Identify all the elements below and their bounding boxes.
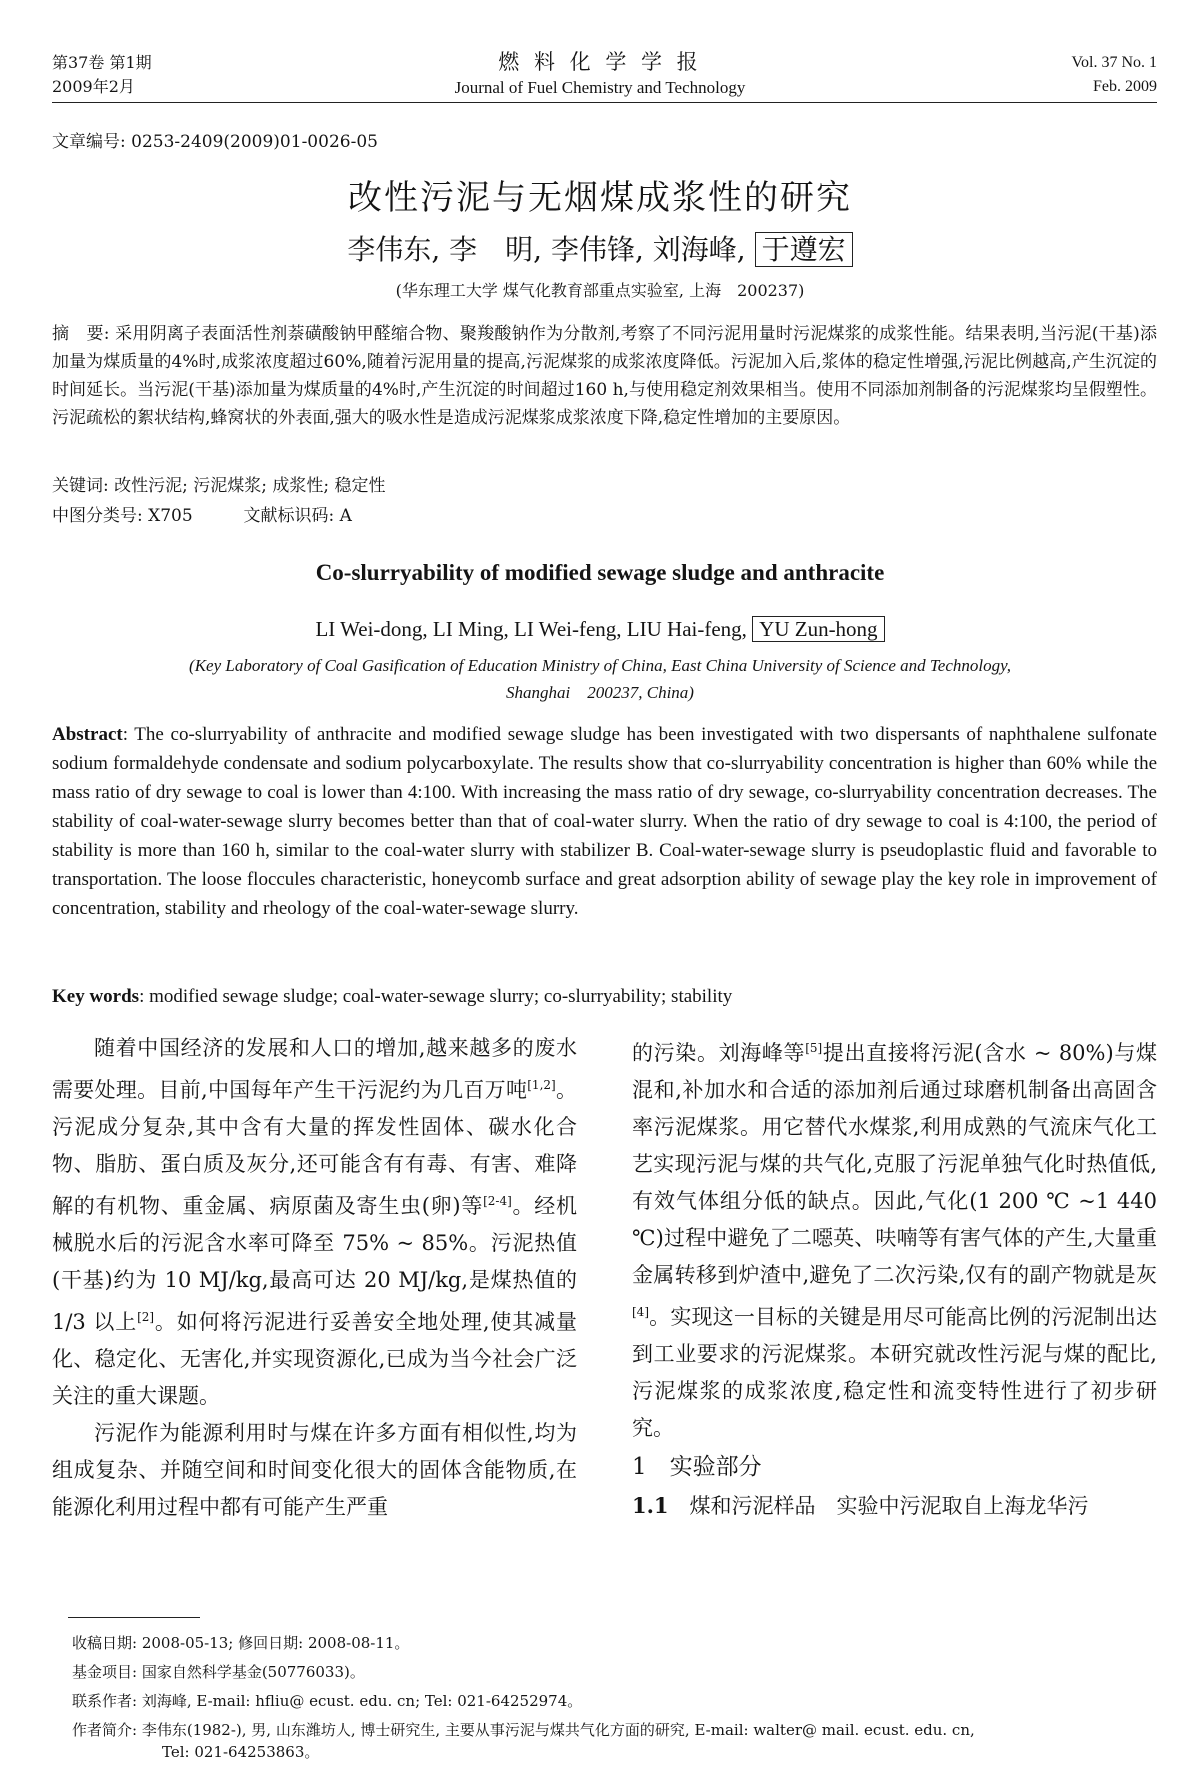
abstract-cn-text: 采用阴离子表面活性剂萘磺酸钠甲醛缩合物、聚羧酸钠作为分散剂,考察了不同污泥用量时污泥煤浆的成浆性能。结果表明,当污泥(干基)添加量为煤质量的4%时,成浆浓度超过60%,随着污泥用量的提高,污泥煤浆的成浆浓度降低。污泥加入后,浆体的稳定性增强,污泥比例越高,产生沉淀的时间延长。当污泥(干基)添加量为煤质量的4%时,产生沉淀的时间超过160 h,与使用稳定剂效果相当。使用不同添加剂制备的污泥煤浆均呈假塑性。污泥疏松的絮状结构,蜂窝状的外表面,强大的吸水性是造成污泥煤浆成浆浓度下降,稳定性增加的主要原因。 <box>52 324 1158 428</box>
body-text: 。如何将污泥进行妥善安全地处理,使其减量化、稳定化、无害化,并实现资源化,已成为当今社会广泛关注的重大课题。 <box>52 1310 577 1408</box>
citation: [4] <box>632 1305 649 1319</box>
abstract-cn-label: 摘 要: <box>52 324 110 344</box>
body-text: 。经机械脱水后的污泥含水率可降至 75% ~ 85%。污泥热值(干基)约为 10 MJ/kg,最高可达 20 MJ/kg,是煤热值的 1/3 以上 <box>52 1194 578 1334</box>
body-paragraph <box>52 1415 577 1526</box>
body-text: 。实现这一目标的关键是用尽可能高比例的污泥制出达到工业要求的污泥煤浆。本研究就改性污泥与煤的配比,污泥煤浆的成浆浓度,稳定性和流变特性进行了初步研究。 <box>632 1305 1157 1440</box>
header-date-cn: 2009年2月 <box>52 77 135 96</box>
body-right-column <box>632 1030 1157 1525</box>
authors-en-corresponding: YU Zun-hong <box>752 616 884 642</box>
header-journal-en: Journal of Fuel Chemistry and Technology <box>454 78 746 97</box>
header-date-en: Feb. 2009 <box>1093 78 1157 95</box>
subsection-number: 1.1 <box>632 1493 669 1518</box>
body-left-column <box>52 1030 577 1526</box>
subsection-1-1 <box>632 1487 1157 1525</box>
citation: [1,2] <box>527 1078 556 1092</box>
footnote-fund: 基金项目: 国家自然科学基金(50776033)。 <box>72 1663 365 1681</box>
abstract-cn <box>52 320 1157 432</box>
keywords-en-label: Key words <box>52 986 140 1007</box>
body-text: 污泥作为能源利用时与煤在许多方面有相似性,均为组成复杂、并随空间和时间变化很大的固体含能物质,在能源化利用过程中都有可能产生严重 <box>52 1421 577 1519</box>
keywords-cn: 关键词: 改性污泥; 污泥煤浆; 成浆性; 稳定性 <box>52 476 386 496</box>
footnote-author-tel: Tel: 021-64253863。 <box>162 1743 320 1761</box>
subsection-text: 煤和污泥样品 实验中污泥取自上海龙华污 <box>668 1494 1089 1518</box>
body-paragraph <box>52 1030 577 1415</box>
keywords-en <box>52 982 1157 1011</box>
affiliation-cn: (华东理工大学 煤气化教育部重点实验室, 上海 200237) <box>395 281 805 300</box>
abstract-en-label: Abstract <box>52 724 123 745</box>
header-volume-cn: 第37卷 第1期 <box>52 53 152 72</box>
body-text: 的污染。刘海峰等 <box>632 1041 806 1065</box>
body-text: 提出直接将污泥(含水 ~ 80%)与煤混和,补加水和合适的添加剂后通过球磨机制备出高固含率污泥煤浆。用它替代水煤浆,利用成熟的气流床气化工艺实现污泥与煤的共气化,克服了污泥单独气化时热值低,有效气体组分低的缺点。因此,气化(1 200 ℃ ~1 440 ℃)过程中避免了二噁英、呋喃等有害气体的产生,大量重金属转移到炉渣中,避免了二次污染,仅有的副产物就是灰 <box>632 1041 1157 1287</box>
authors-en <box>0 617 1200 642</box>
title-en: Co-slurryability of modified sewage sludge and anthracite <box>315 560 885 585</box>
header-volume-en: Vol. 37 No. 1 <box>1071 54 1157 71</box>
footnote-rule <box>68 1617 200 1618</box>
clc-number: 中图分类号: X705 <box>52 506 193 526</box>
authors-cn-names: 李伟东, 李 明, 李伟锋, 刘海峰, <box>347 233 746 266</box>
citation: [2] <box>137 1310 155 1324</box>
authors-en-names: LI Wei-dong, LI Ming, LI Wei-feng, LIU Hai-feng, <box>315 617 747 641</box>
body-paragraph <box>632 1030 1157 1447</box>
document-code: 文献标识码: A <box>243 506 352 526</box>
body-text: 。污泥成分复杂,其中含有大量的挥发性固体、碳水化合物、脂肪、蛋白质及灰分,还可能含有有毒、有害、难降解的有机物、重金属、病原菌及寄生虫(卵)等 <box>52 1078 577 1218</box>
footnote-author-bio: 作者简介: 李伟东(1982-), 男, 山东潍坊人, 博士研究生, 主要从事污泥与煤共气化方面的研究, E-mail: walter@ mail. ecust. edu. cn, <box>72 1721 975 1739</box>
affiliation-en-line1: (Key Laboratory of Coal Gasification of Education Ministry of China, East China University of Science and Technology, <box>189 656 1011 675</box>
keywords-en-text: : modified sewage sludge; coal-water-sewage slurry; co-slurryability; stability <box>139 986 733 1007</box>
abstract-en <box>52 720 1157 923</box>
footnote-contact: 联系作者: 刘海峰, E-mail: hfliu@ ecust. edu. cn; Tel: 021-64252974。 <box>72 1692 583 1710</box>
affiliation-en <box>0 652 1200 706</box>
citation: [5] <box>805 1041 823 1055</box>
classification-cn <box>52 502 1157 530</box>
article-number: 文章编号: 0253-2409(2009)01-0026-05 <box>52 132 378 152</box>
affiliation-en-line2: Shanghai 200237, China) <box>506 683 694 702</box>
body-text: 随着中国经济的发展和人口的增加,越来越多的废水需要处理。目前,中国每年产生干污泥约为几百万吨 <box>52 1036 577 1102</box>
footnote-received: 收稿日期: 2008-05-13; 修回日期: 2008-08-11。 <box>72 1634 410 1652</box>
title-cn: 改性污泥与无烟煤成浆性的研究 <box>348 178 852 218</box>
authors-cn-corresponding: 于遵宏 <box>755 232 853 267</box>
abstract-en-text: : The co-slurryability of anthracite and modified sewage sludge has been investigated with two dispersants of naphthalene sulfonate sodium formaldehyde condensate and sodium polycarboxylate. The results show that co-slurryability concentration is higher than 60% while the mass ratio of dry sewage to coal is lower than 4:100. With increasing the mass ratio of dry sewage, co-slurryability concentration decreases. The stability of coal-water-sewage slurry becomes better than that of coal-water slurry. When the ratio of dry sewage to coal is 4:100, the period of stability is more than 160 h, similar to the coal-water slurry with stabilizer B. Coal-water-sewage slurry is pseudoplastic fluid and favorable to transportation. The loose floccules characteristic, honeycomb surface and great adsorption ability of sewage play the key role in improvement of concentration, stability and rheology of the coal-water-sewage slurry. <box>52 724 1157 919</box>
authors-cn <box>0 228 1200 268</box>
section-heading-1: 1 实验部分 <box>632 1454 762 1480</box>
citation: [2-4] <box>483 1194 512 1208</box>
header-rule <box>52 102 1157 103</box>
header-journal-cn: 燃 料 化 学 学 报 <box>498 50 702 74</box>
